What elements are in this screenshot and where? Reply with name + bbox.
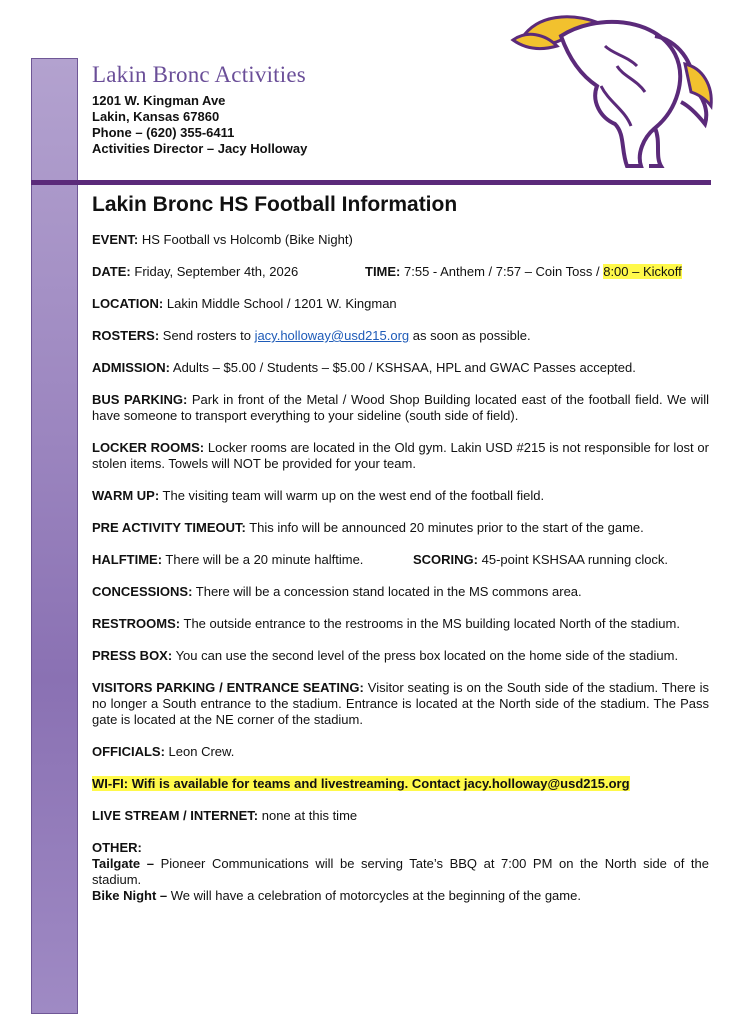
bus-parking-text: Park in front of the Metal / Wood Shop Building located east of the football field. We will have someone to transport everything to your sideline (south side of field). <box>92 392 709 423</box>
rosters-email-link[interactable]: jacy.holloway@usd215.org <box>254 328 410 343</box>
address-street: 1201 W. Kingman Ave <box>92 93 226 108</box>
time-text: 7:55 - Anthem / 7:57 – Coin Toss / <box>400 264 604 279</box>
sidebar-bar <box>31 58 78 1014</box>
visitors-parking-item <box>92 680 709 728</box>
live-stream-label: LIVE STREAM / INTERNET: <box>92 808 259 823</box>
address-phone: Phone – (620) 355-6411 <box>92 125 235 140</box>
officials-label: OFFICIALS: <box>92 744 165 759</box>
other-item <box>92 840 709 904</box>
restrooms-item <box>92 616 709 632</box>
tailgate-line <box>92 856 709 888</box>
concessions-item <box>92 584 709 600</box>
event-text: HS Football vs Holcomb (Bike Night) <box>138 232 353 247</box>
date-time-item <box>92 264 709 280</box>
event-item <box>92 232 709 248</box>
pre-activity-item <box>92 520 709 536</box>
halftime-scoring-item <box>92 552 709 568</box>
bike-night-label: Bike Night – <box>92 888 168 903</box>
visitors-parking-text: Visitor seating is on the South side of the stadium. There is no longer a South entrance to the stadium. Entrance is located at the North side of the stadium. The Pass gate is located at the NE corner of the stadium. <box>92 680 710 727</box>
wifi-label: WI-FI: <box>92 776 129 791</box>
scoring-label: SCORING: <box>413 552 478 567</box>
other-label: OTHER: <box>92 840 142 855</box>
concessions-text: There will be a concession stand located in the MS commons area. <box>192 584 582 599</box>
live-stream-text: none at this time <box>258 808 358 823</box>
halftime-label: HALFTIME: <box>92 552 163 567</box>
officials-text: Leon Crew. <box>164 744 235 759</box>
tailgate-label: Tailgate – <box>92 856 154 871</box>
location-item <box>92 296 709 312</box>
warm-up-label: WARM UP: <box>92 488 160 503</box>
wifi-text: Wifi is available for teams and livestreaming. Contact jacy.holloway@usd215.org <box>128 776 630 791</box>
bike-night-line <box>92 888 709 904</box>
document-title: Lakin Bronc HS Football Information <box>92 193 458 216</box>
locker-rooms-item <box>92 440 709 472</box>
locker-rooms-text: Locker rooms are located in the Old gym. Lakin USD #215 is not responsible for lost or stolen items. Towels will NOT be provided for your team. <box>92 440 709 471</box>
pre-activity-label: PRE ACTIVITY TIMEOUT: <box>92 520 246 535</box>
press-box-text: You can use the second level of the press box located on the home side of the stadium. <box>172 648 679 663</box>
restrooms-text: The outside entrance to the restrooms in the MS building located North of the stadium. <box>180 616 680 631</box>
bronco-horse-logo <box>505 6 717 170</box>
event-label: EVENT: <box>92 232 139 247</box>
wifi-highlight <box>92 776 630 791</box>
address-city: Lakin, Kansas 67860 <box>92 109 220 124</box>
scoring-text: 45-point KSHSAA running clock. <box>478 552 669 567</box>
date-text: Friday, September 4th, 2026 <box>130 264 299 279</box>
pre-activity-text: This info will be announced 20 minutes prior to the start of the game. <box>245 520 644 535</box>
restrooms-label: RESTROOMS: <box>92 616 181 631</box>
press-box-item <box>92 648 709 664</box>
scoring-group <box>413 552 668 568</box>
tailgate-text: Pioneer Communications will be serving Tate’s BBQ at 7:00 PM on the North side of the stadium. <box>92 856 709 887</box>
concessions-label: CONCESSIONS: <box>92 584 193 599</box>
admission-text: Adults – $5.00 / Students – $5.00 / KSHSAA, HPL and GWAC Passes accepted. <box>170 360 636 375</box>
bike-night-text: We will have a celebration of motorcycles at the beginning of the game. <box>167 888 581 903</box>
warm-up-text: The visiting team will warm up on the west end of the football field. <box>159 488 545 503</box>
locker-rooms-label: LOCKER ROOMS: <box>92 440 205 455</box>
wifi-item <box>92 776 709 792</box>
header-divider <box>31 180 711 185</box>
org-title: Lakin Bronc Activities <box>92 62 306 87</box>
press-box-label: PRESS BOX: <box>92 648 173 663</box>
visitors-parking-label: VISITORS PARKING / ENTRANCE SEATING: <box>92 680 364 695</box>
bus-parking-label: BUS PARKING: <box>92 392 188 407</box>
admission-label: ADMISSION: <box>92 360 170 375</box>
admission-item <box>92 360 709 376</box>
bus-parking-item <box>92 392 709 424</box>
warm-up-item <box>92 488 709 504</box>
document-body <box>92 192 709 904</box>
address-director: Activities Director – Jacy Holloway <box>92 141 308 156</box>
rosters-text-before: Send rosters to <box>159 328 255 343</box>
rosters-label: ROSTERS: <box>92 328 160 343</box>
halftime-text: There will be a 20 minute halftime. <box>162 552 364 567</box>
date-label: DATE: <box>92 264 131 279</box>
location-text: Lakin Middle School / 1201 W. Kingman <box>163 296 397 311</box>
kickoff-highlight: 8:00 – Kickoff <box>603 264 682 279</box>
letterhead <box>92 62 307 157</box>
time-group <box>365 264 682 280</box>
live-stream-item <box>92 808 709 824</box>
rosters-item <box>92 328 709 344</box>
rosters-text-after: as soon as possible. <box>409 328 531 343</box>
location-label: LOCATION: <box>92 296 164 311</box>
officials-item <box>92 744 709 760</box>
time-label: TIME: <box>365 264 401 279</box>
